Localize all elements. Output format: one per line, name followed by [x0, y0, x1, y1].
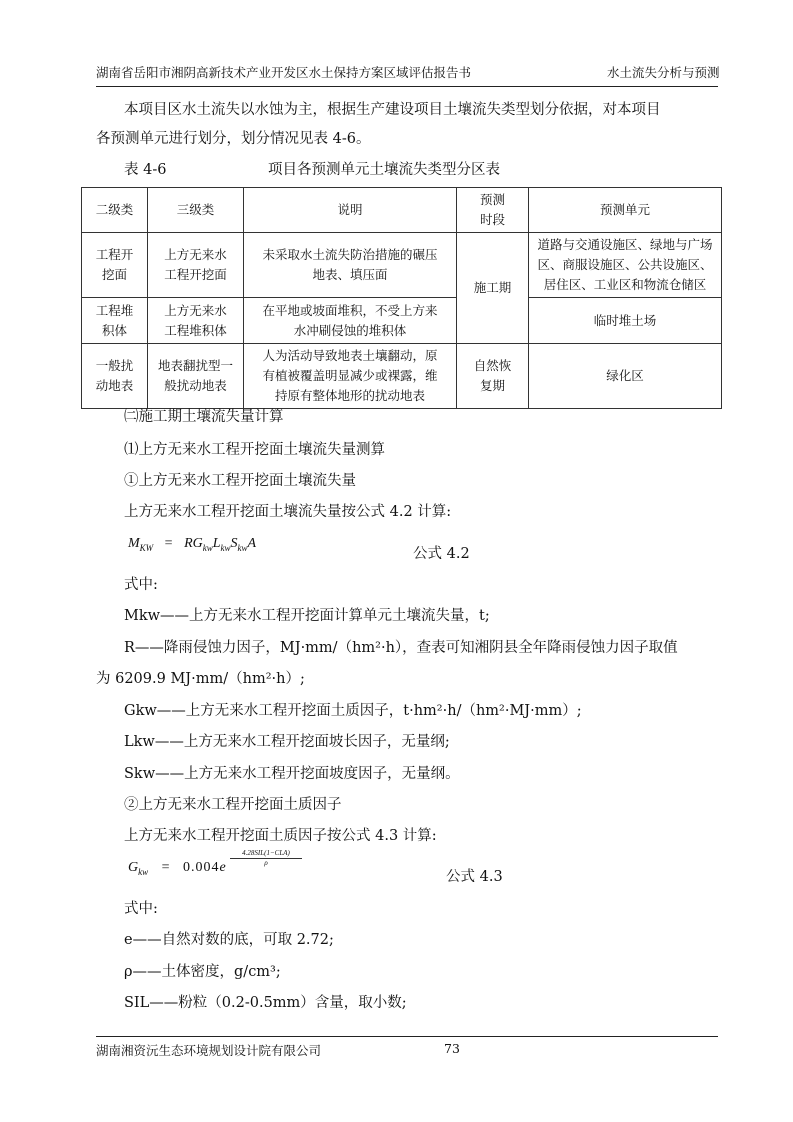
- body-line: Skw——上方无来水工程开挖面坡度因子，无量纲。: [124, 766, 460, 782]
- table-cell: 绿化区: [529, 344, 722, 409]
- table-cell: 自然恢 复期: [457, 344, 529, 409]
- intro-line-1: 本项目区水土流失以水蚀为主，根据生产建设项目土壤流失类型划分依据，对本项目: [124, 102, 661, 118]
- table-row: [82, 233, 722, 298]
- table-cell: 一般扰 动地表: [82, 344, 148, 409]
- footer-rule: [96, 1036, 718, 1037]
- table-cell: 工程开 挖面: [82, 233, 148, 298]
- formula-4-2-label: 公式 4.2: [413, 546, 470, 562]
- header-right: 水土流失分析与预测: [607, 65, 720, 80]
- table-title: 项目各预测单元土壤流失类型分区表: [268, 162, 500, 178]
- header-cell: 说明: [244, 188, 457, 233]
- header-left: 湖南省岳阳市湘阴高新技术产业开发区水土保持方案区域评估报告书: [96, 65, 472, 80]
- header-cell: 三级类: [148, 188, 244, 233]
- table-row: [82, 298, 722, 344]
- table-cell: 在平地或坡面堆积，不受上方来 水冲刷侵蚀的堆积体: [244, 298, 457, 344]
- body-line: 为 6209.9 MJ·mm/（hm²·h）;: [96, 671, 305, 687]
- body-line: 上方无来水工程开挖面土壤流失量按公式 4.2 计算:: [124, 504, 452, 520]
- formula-4-2: $M_{KW} = RG_{kw}L_{kw}S_{kw}A$: [128, 536, 257, 553]
- table-cell: 上方无来水 工程开挖面: [148, 233, 244, 298]
- intro-line-2: 各预测单元进行划分，划分情况见表 4-6。: [96, 131, 371, 147]
- body-line: Lkw——上方无来水工程开挖面坡长因子，无量纲;: [124, 734, 450, 750]
- table-label: 表 4-6: [124, 162, 167, 178]
- formula-4-3-label: 公式 4.3: [446, 869, 503, 885]
- section-heading: ㈡施工期土壤流失量计算: [124, 409, 284, 425]
- body-line: 式中:: [124, 577, 158, 593]
- body-line: ρ——土体密度，g/cm³;: [124, 964, 281, 980]
- header-cell: 预测单元: [529, 188, 722, 233]
- body-line: Mkw——上方无来水工程开挖面计算单元土壤流失量，t;: [124, 608, 490, 624]
- item-heading: ②上方无来水工程开挖面土质因子: [124, 797, 342, 813]
- table-cell: 临时堆土场: [529, 298, 722, 344]
- table-cell: 上方无来水 工程堆积体: [148, 298, 244, 344]
- page-number: 73: [444, 1041, 460, 1056]
- formula-4-3-exponent: 4.28SIL(1−CLA) ρ: [230, 849, 302, 868]
- table-cell: 未采取水土流失防治措施的碾压 地表、填压面: [244, 233, 457, 298]
- table-cell: 道路与交通设施区、绿地与广场 区、商服设施区、公共设施区、 居住区、工业区和物流仓储区: [529, 233, 722, 298]
- header-cell: 二级类: [82, 188, 148, 233]
- footer-company: 湖南湘资沅生态环境规划设计院有限公司: [96, 1043, 322, 1058]
- table-cell: 工程堆 积体: [82, 298, 148, 344]
- table-header-row: [82, 188, 722, 233]
- header-rule: [96, 86, 718, 87]
- item-heading: ①上方无来水工程开挖面土壤流失量: [124, 473, 356, 489]
- table-cell: 施工期: [457, 233, 529, 344]
- body-line: e——自然对数的底，可取 2.72;: [124, 932, 334, 948]
- subsection-heading: ⑴上方无来水工程开挖面土壤流失量测算: [124, 442, 385, 458]
- table-cell: 地表翻扰型一 般扰动地表: [148, 344, 244, 409]
- header-cell: 预测 时段: [457, 188, 529, 233]
- body-line: SIL——粉粒（0.2-0.5mm）含量，取小数;: [124, 995, 407, 1011]
- formula-4-3: $G_{kw} = 0.004e$: [128, 860, 226, 877]
- body-line: Gkw——上方无来水工程开挖面土质因子，t·hm²·h/（hm²·MJ·mm）;: [124, 703, 582, 719]
- zone-table: [81, 187, 722, 409]
- table-row: [82, 344, 722, 409]
- body-line: R——降雨侵蚀力因子，MJ·mm/（hm²·h），查表可知湘阴县全年降雨侵蚀力因子取值: [124, 640, 678, 656]
- body-line: 式中:: [124, 901, 158, 917]
- table-cell: 人为活动导致地表土壤翻动，原 有植被覆盖明显减少或裸露，维 持原有整体地形的扰动地表: [244, 344, 457, 409]
- body-line: 上方无来水工程开挖面土质因子按公式 4.3 计算:: [124, 828, 437, 844]
